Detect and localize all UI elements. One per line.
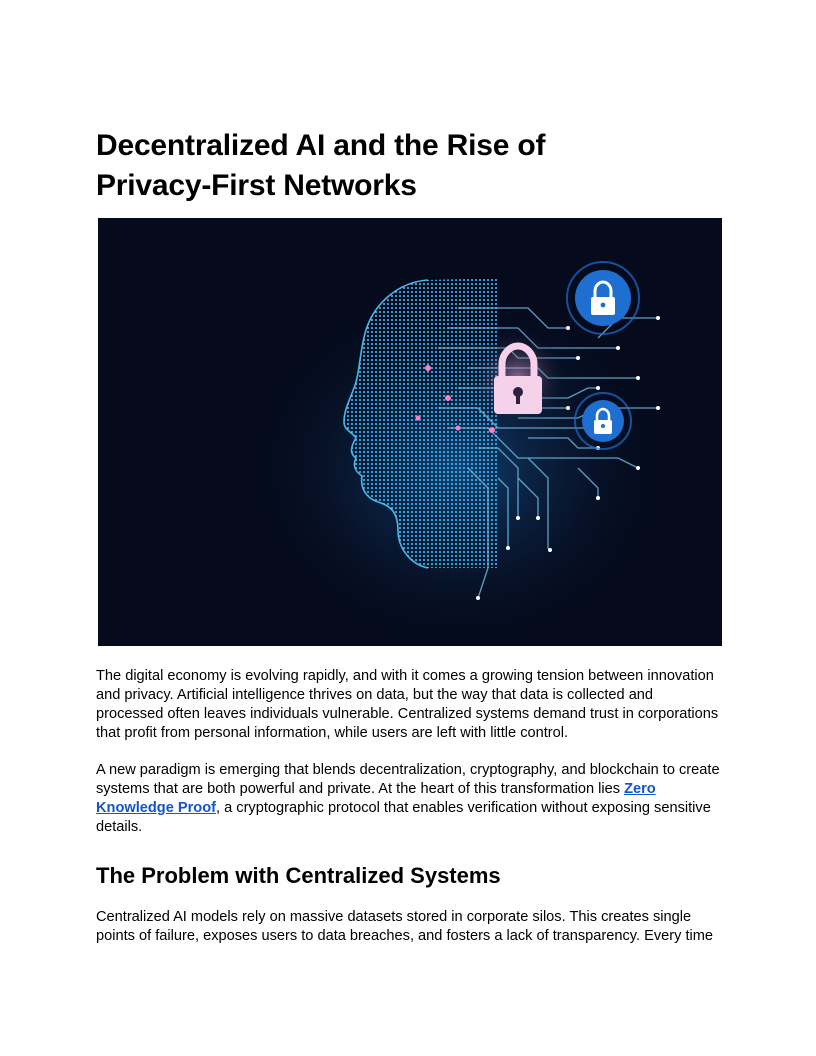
paragraph-paradigm-text-b: , a cryptographic protocol that enables verification without exposing sensitive details. [96, 800, 711, 835]
paragraph-centralized: Centralized AI models rely on massive datasets stored in corporate silos. This creates single points of failure, exposes users to data breaches, and fosters a lack of transparency. Every time [96, 909, 714, 944]
lock-badge-bottom-icon [575, 393, 631, 449]
zero-knowledge-proof-link[interactable]: Zero Knowledge Proof [96, 781, 656, 816]
title-line-1: Decentralized AI and the Rise of [96, 129, 546, 162]
paragraph-intro: The digital economy is evolving rapidly, and with it comes a growing tension between innovation and privacy. Artificial intelligence thrives on data, but the way that data is collected and processed often leaves individuals vulnerable. Centralized systems demand trust in corporations that profit from personal information, while users are left with little control. [96, 668, 719, 741]
lock-badge-top-icon [567, 262, 639, 334]
page-title [96, 126, 722, 206]
paragraph-paradigm [96, 761, 722, 837]
title-line-2: Privacy-First Networks [96, 169, 417, 202]
ai-head-circuit-lock-illustration [98, 218, 722, 646]
hero-image [98, 218, 722, 646]
section-heading-centralized: The Problem with Centralized Systems [96, 863, 501, 888]
paragraph-paradigm-text-a: A new paradigm is emerging that blends decentralization, cryptography, and blockchain to create systems that are both powerful and private. At the heart of this transformation lies [96, 762, 720, 797]
